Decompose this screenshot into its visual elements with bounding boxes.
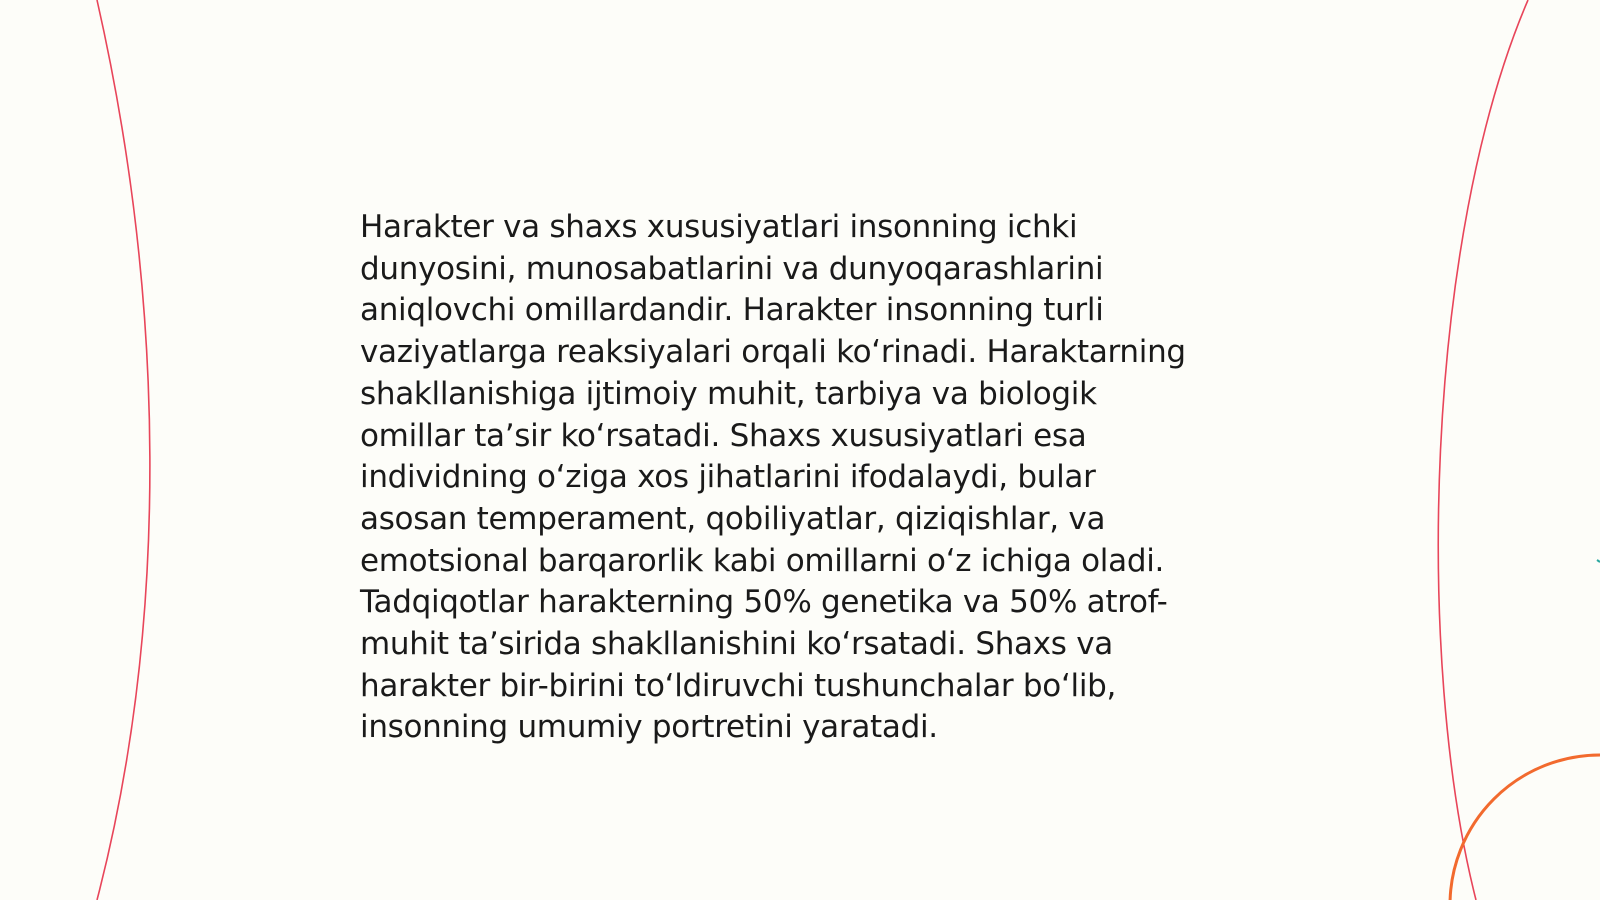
right-curve xyxy=(1438,0,1528,900)
body-paragraph: Harakter va shaxs xususiyatlari insonning ichki dunyosini, munosabatlarini va dunyoqarashlarini aniqlovchi omillardandir. Harakter insonning turli vaziyatlarga reaksiyalari orqali koʻrinadi. Haraktarning shakllanishiga ijtimoiy muhit, tarbiya va biologik omillar taʼsir koʻrsatadi. Shaxs xususiyatlari esa individning oʻziga xos jihatlarini ifodalaydi, bular asosan temperament, qobiliyatlar, qiziqishlar, va emotsional barqarorlik kabi omillarni oʻz ichiga oladi. Tadqiqotlar harakterning 50% genetika va 50% atrof- muhit taʼsirida shakllanishini koʻrsatadi. Shaxs va harakter bir-birini toʻldiruvchi tushunchalar boʻlib, insonning umumiy portretini yaratadi. xyxy=(360,209,1186,746)
left-curve xyxy=(97,0,150,900)
orange-circle xyxy=(1450,755,1600,900)
